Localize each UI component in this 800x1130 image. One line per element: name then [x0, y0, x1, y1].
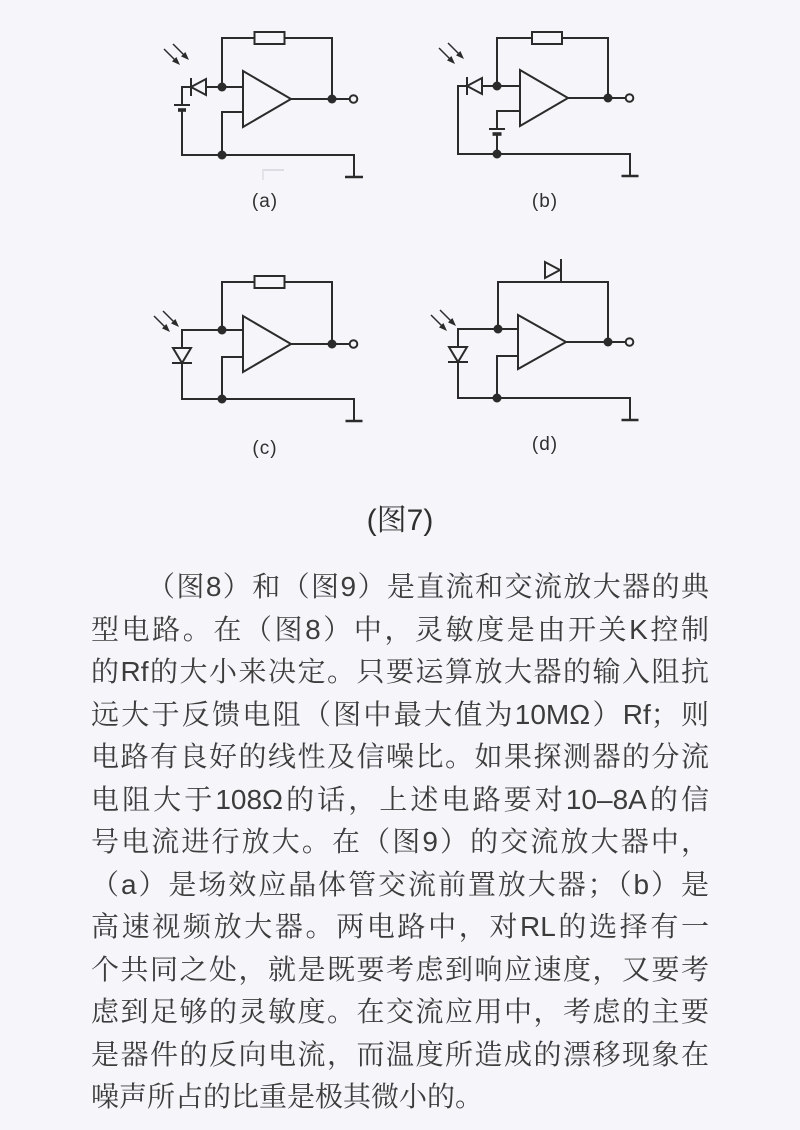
- feedback-resistor-icon: [532, 32, 562, 44]
- circuit-d-drawing: [430, 253, 660, 438]
- paragraph-line: 型电路。在（图8）中，灵敏度是由开关K控制: [91, 613, 709, 645]
- feedback-diode-icon: [545, 260, 561, 281]
- ground-icon: [346, 399, 363, 421]
- battery-icon: [490, 129, 504, 134]
- light-rays-icon: [164, 44, 189, 65]
- circuit-a-label: (a): [251, 191, 279, 212]
- opamp-icon: [518, 315, 566, 369]
- junction-dot: [494, 325, 503, 334]
- circuit-d: [430, 253, 660, 465]
- paragraph-line: 电路有良好的线性及信噪比。如果探测器的分流: [91, 741, 709, 772]
- photodiode-icon: [449, 347, 467, 362]
- battery-icon: [175, 105, 189, 110]
- circuit-c-drawing: [150, 260, 380, 442]
- ground-icon: [345, 155, 363, 177]
- circuit-d-label: (d): [531, 434, 559, 455]
- paragraph-line: 是器件的反向电流，而温度所造成的漂移现象在: [91, 1038, 709, 1070]
- circuit-c: [150, 260, 380, 472]
- circuit-a: [150, 18, 380, 230]
- junction-dot: [218, 326, 227, 335]
- paragraph-line: 个共同之处，就是既要考虑到响应速度，又要考: [91, 953, 709, 985]
- light-rays-icon: [439, 43, 464, 64]
- junction-dot: [218, 151, 227, 160]
- paragraph-line: （图8）和（图9）是直流和交流放大器的典: [147, 571, 709, 602]
- junction-dot: [218, 83, 227, 92]
- junction-dot: [328, 95, 337, 104]
- photodiode-icon: [191, 79, 206, 95]
- junction-dot: [604, 94, 613, 103]
- light-rays-icon: [154, 311, 179, 332]
- figure-caption: (图7): [366, 504, 434, 537]
- paragraph-line: 电阻大于108Ω的话，上述电路要对10–8A的信: [91, 783, 709, 815]
- opamp-icon: [243, 316, 291, 372]
- output-terminal-icon: [350, 95, 358, 103]
- junction-dot: [493, 150, 502, 159]
- junction-dot: [493, 394, 502, 403]
- circuit-c-label: (c): [252, 438, 278, 459]
- circuit-b: [430, 18, 660, 230]
- output-terminal-icon: [626, 338, 634, 346]
- circuit-b-label: (b): [531, 191, 559, 212]
- opamp-icon: [243, 71, 291, 127]
- paragraph-line: （a）是场效应晶体管交流前置放大器；（b）是: [91, 868, 709, 900]
- paragraph-line: 噪声所占的比重是极其微小的。: [91, 1081, 484, 1112]
- output-terminal-icon: [350, 340, 358, 348]
- junction-dot: [604, 338, 613, 347]
- output-terminal-icon: [626, 94, 634, 102]
- paragraph-line: 远大于反馈电阻（图中最大值为10MΩ）Rf；则: [91, 698, 709, 730]
- junction-dot: [328, 340, 337, 349]
- ground-icon: [622, 398, 639, 420]
- faint-watermark-mark: [262, 169, 284, 180]
- opamp-icon: [520, 70, 568, 126]
- paragraph-line: 虑到足够的灵敏度。在交流应用中，考虑的主要: [91, 996, 709, 1027]
- paragraph-line: 高速视频放大器。两电路中，对RL的选择有一: [91, 911, 709, 942]
- feedback-resistor-icon: [255, 276, 285, 288]
- body-paragraph: [91, 566, 709, 1119]
- circuit-b-drawing: [430, 18, 660, 196]
- paragraph-line: 号电流进行放大。在（图9）的交流放大器中，: [91, 826, 709, 857]
- light-rays-icon: [431, 310, 456, 331]
- ground-icon: [622, 154, 639, 176]
- photodiode-icon: [173, 348, 191, 363]
- junction-dot: [493, 82, 502, 91]
- junction-dot: [218, 395, 227, 404]
- paragraph-line: 的Rf的大小来决定。只要运算放大器的输入阻抗: [91, 656, 709, 687]
- photodiode-icon: [467, 78, 482, 94]
- feedback-resistor-icon: [255, 32, 285, 44]
